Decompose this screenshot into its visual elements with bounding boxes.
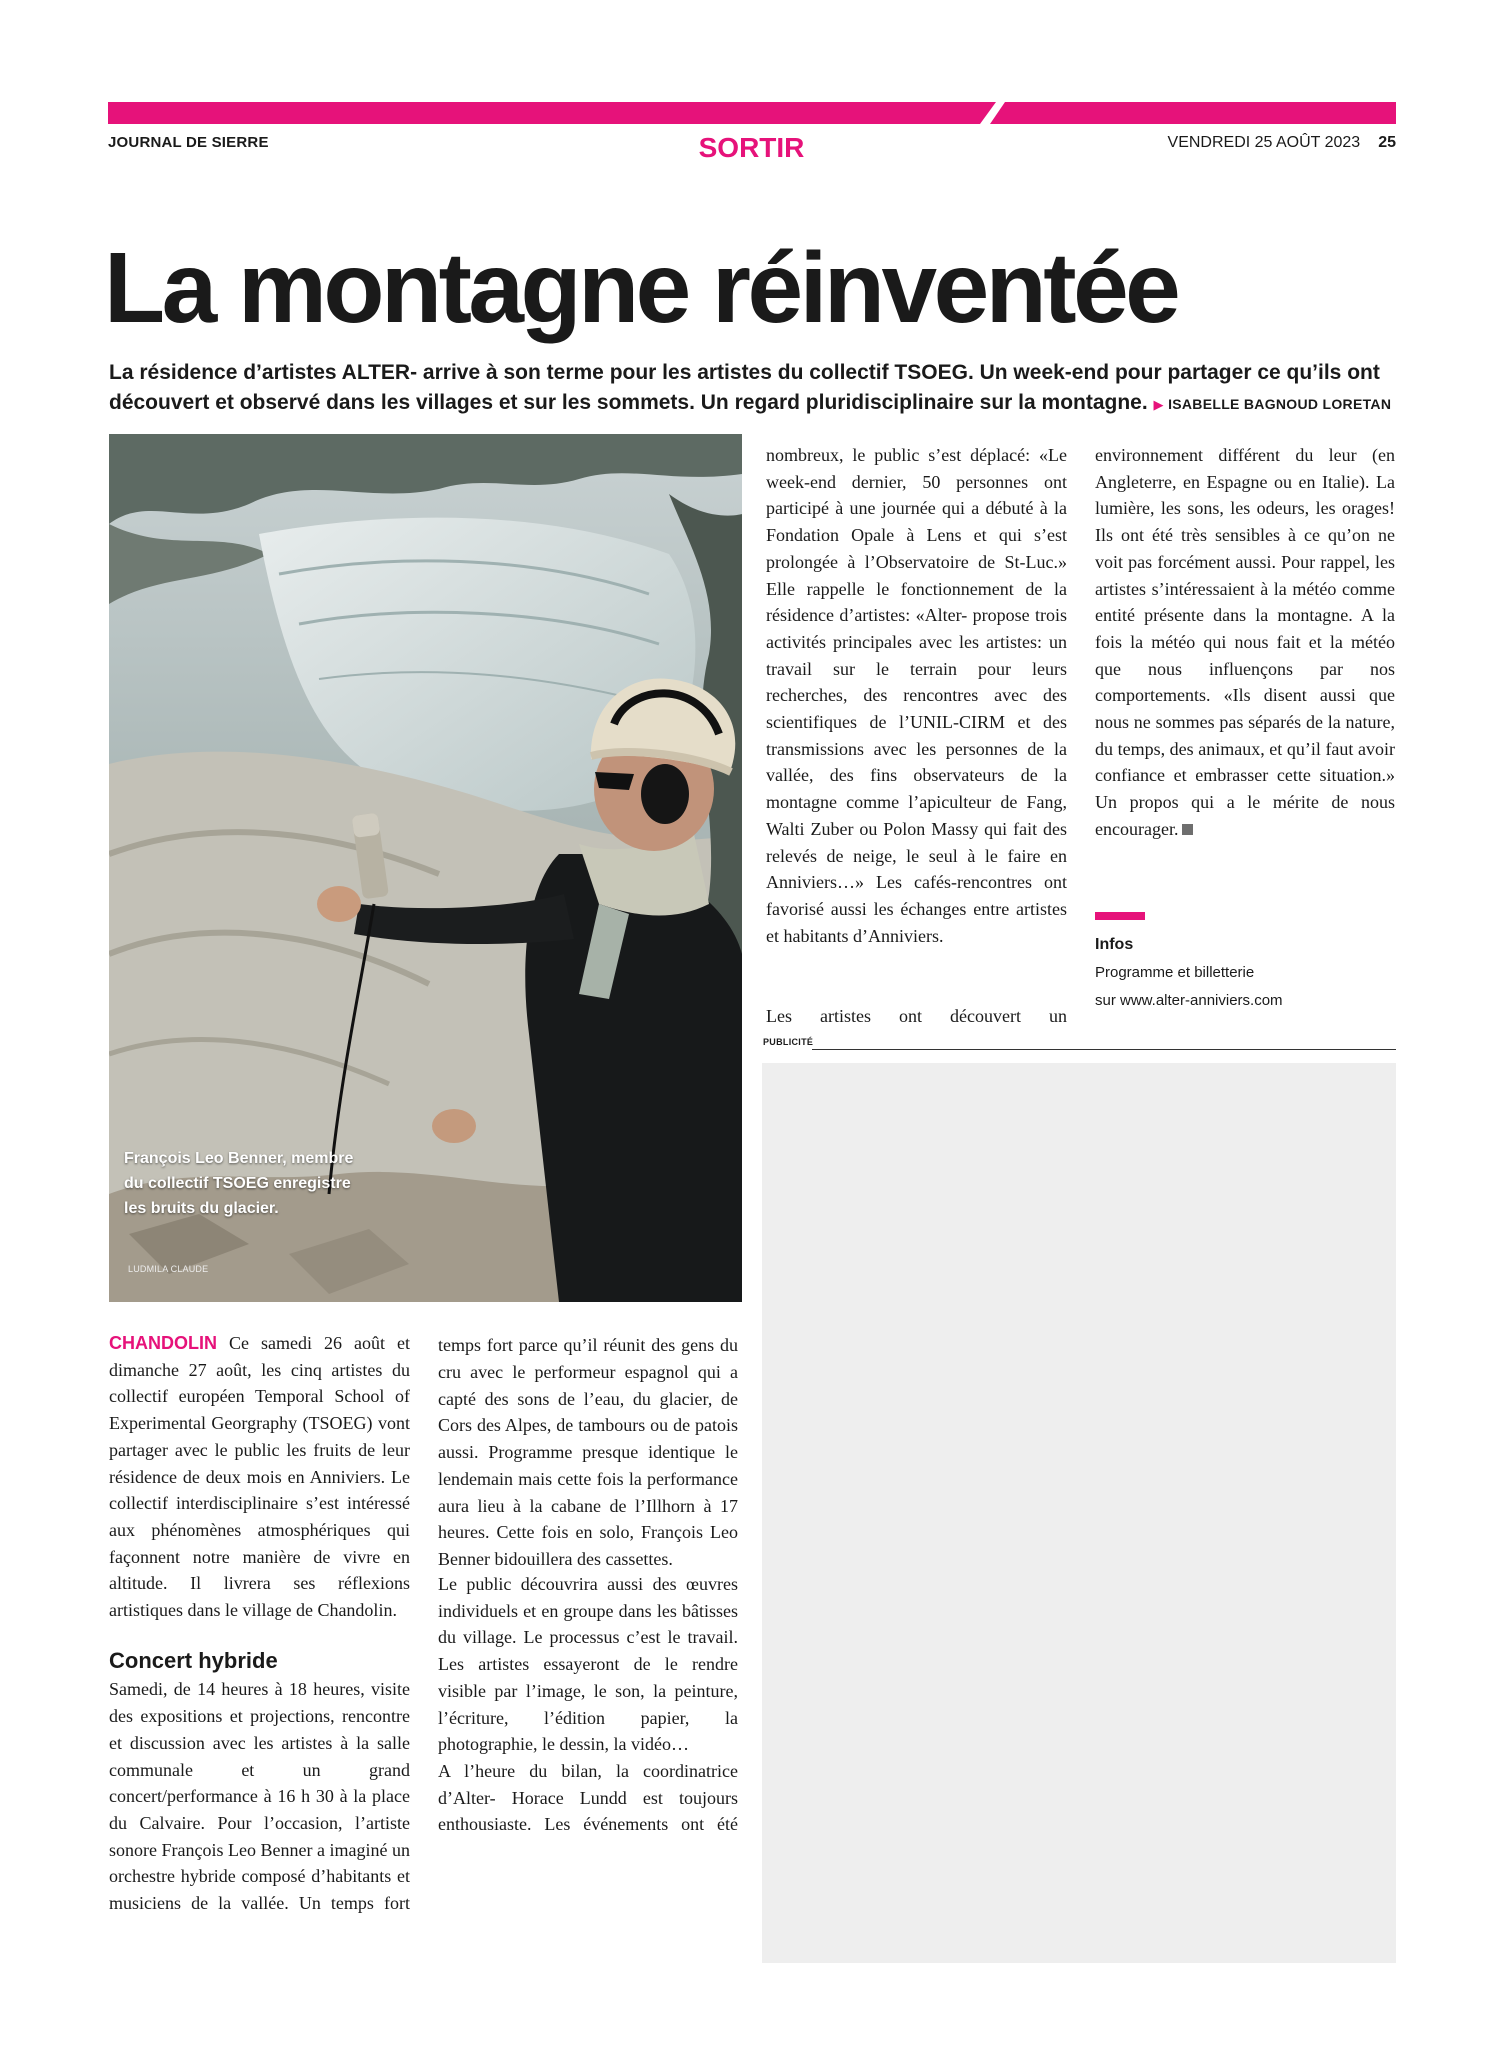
article-lede — [109, 358, 1399, 420]
article-paragraph-intro — [109, 1330, 410, 1624]
paragraph-text-inner: environnement différent du leur (en Angleterre, en Espagne ou en Italie). La lumière, les sons, les odeurs, les orages! Ils ont été très sensibles à ce qu’on ne voit pas forcément aussi. Pour rappel, les artistes s’intéressaient à la météo comme entité présente dans la montagne. A la fois la météo qui nous fait et la météo que nous influençons par nos comportements. «Ils disent aussi que nous ne sommes pas séparés de la nature, du temps, des animaux, et qu’il faut avoir confiance et embrasser cette situation.» Un propos qui a le mérite de nous encourager. — [1095, 445, 1395, 839]
photo-credit: LUDMILA CLAUDE — [128, 1264, 209, 1274]
infos-accent-bar — [1095, 912, 1145, 920]
subheading: Concert hybride — [109, 1647, 278, 1673]
article-column-2 — [438, 1330, 738, 1838]
header-band — [108, 102, 1396, 124]
article-column-1 — [109, 1330, 410, 1914]
paragraph-text: Les artistes ont découvert un — [766, 1006, 1067, 1026]
infos-title: Infos — [1095, 936, 1134, 953]
paragraph-text: A l’heure du bilan, la coordinatrice d’Alter- Horace Lundd est toujours enthousiaste. Les événements ont été — [438, 1760, 738, 1835]
article-paragraph-works: Le public découvrira aussi des œuvres individuels et en groupe dans les bâtisses du village. Le processus c’est le travail. Les artistes essayeront de le rendre visible par l’image, le son, la peinture, l’écriture, l’édition papier, la photographie, le dessin, la vidéo… — [438, 1574, 738, 1755]
infos-line-website[interactable]: sur www.alter-anniviers.com — [1095, 992, 1283, 1009]
end-square-icon — [1182, 824, 1193, 835]
section-title: SORTIR — [698, 132, 805, 163]
lede-text: La résidence d’artistes ALTER- arrive à son terme pour les artistes du collectif TSOEG. Un week-end pour partager ce qu’ils ont découvert et observé dans les villages et sur les sommets. Un regard pluridisciplinaire sur la montagne. — [109, 361, 1380, 414]
author-name: ISABELLE BAGNOUD LORETAN — [1168, 396, 1392, 412]
article-paragraph-discovery — [766, 1003, 1067, 1030]
page-number: 25 — [1378, 134, 1396, 151]
paragraph-text — [1095, 442, 1395, 843]
article-paragraph-concert-continued — [438, 1330, 738, 1571]
article-paragraph-concert: Samedi, de 14 heures à 18 heures, visite des expositions et projections, rencontre et discussion avec les artistes à la salle communale et un grand concert/performance à 16 h 30 à la place du Calvaire. Pour l’occasion, l’artiste sonore François Leo Benner a imaginé un orchestre hybride composé d’habitants et musiciens de la vallée. Un temps fort — [109, 1679, 410, 1914]
article-column-4 — [1095, 442, 1395, 869]
article-paragraph-discovery-continued — [1095, 442, 1395, 869]
play-triangle-icon: ▶ — [1153, 397, 1164, 412]
publication-name: JOURNAL DE SIERRE — [108, 134, 269, 151]
author-byline — [1154, 396, 1392, 412]
advertisement-label: PUBLICITÉ — [763, 1037, 814, 1047]
advertisement-area — [762, 1063, 1396, 1963]
article-headline: La montagne réinventée — [104, 232, 1178, 344]
infos-line-program: Programme et billetterie — [1095, 964, 1255, 981]
issue-date-and-page — [1168, 134, 1396, 152]
article-paragraph-review-continued — [766, 442, 1067, 1003]
kicker-location: CHANDOLIN — [109, 1333, 217, 1353]
advertisement-rule — [812, 1049, 1396, 1050]
paragraph-text: Ce samedi 26 août et dimanche 27 août, les cinq artistes du collectif européen Temporal School of Experimental Georgraphy (TSOEG) vont partager avec le public les fruits de leur résidence de deux mois en Anniviers. Le collectif interdisciplinaire s’est intéressé aux phénomènes atmosphériques qui façonnent notre manière de vivre en altitude. Il livrera ses réflexions artistiques dans le village de Chandolin. — [109, 1333, 411, 1621]
article-paragraph-review — [438, 1758, 738, 1838]
photo-caption: François Leo Benner, membre du collectif TSOEG enregistre les bruits du glacier. — [124, 1150, 354, 1217]
paragraph-text: temps fort parce qu’il réunit des gens du cru avec le performeur espagnol qui a capté des sons de l’eau, du glacier, de Cors des Alpes, de tambours ou de patois aussi. Programme presque identique le lendemain mais cette fois la performance aura lieu à la cabane de l’Illhorn à 17 heures. Cette fois en solo, François Leo Benner bidouillera des cassettes. — [438, 1335, 738, 1569]
infos-box — [1095, 931, 1395, 1015]
paragraph-text: nombreux, le public s’est déplacé: «Le week-end dernier, 50 personnes ont participé à une journée qui a débuté à la Fondation Opale à Lens et qui s’est prolongée à l’Observatoire de St-Luc.» Elle rappelle le fonctionnement de la résidence d’artistes: «Alter- propose trois activités principales avec les artistes: un travail sur le terrain pour leurs recherches, des rencontres avec des scientifiques de l’UNIL-CIRM et des transmissions avec les personnes de la vallée, des fins observateurs de la montagne comme l’apiculteur de Fang, Walti Zuber ou Polon Massy qui fait des relevés de neige, le seul à le faire en Anniviers…» Les cafés-rencontres ont favorisé aussi les échanges entre artistes et habitants d’Anniviers. — [766, 445, 1067, 946]
issue-date: VENDREDI 25 AOÛT 2023 — [1167, 134, 1361, 151]
article-column-3 — [766, 442, 1067, 1030]
